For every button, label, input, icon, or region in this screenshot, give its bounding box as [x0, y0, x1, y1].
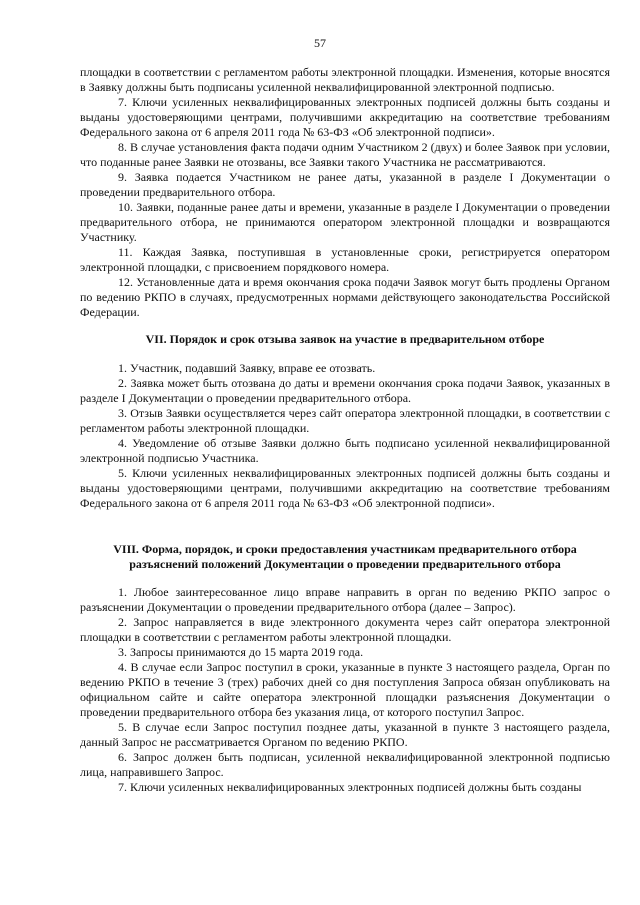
paragraph: 7. Ключи усиленных неквалифицированных электронных подписей должны быть созданы [118, 780, 582, 794]
section-heading-vii: VII. Порядок и срок отзыва заявок на участие в предварительном отборе [145, 332, 545, 346]
paragraph: 9. Заявка подается Участником не ранее даты, указанной в разделе I Документации о проведении предварительного отбора. [80, 170, 610, 199]
paragraph: 2. Заявка может быть отозвана до даты и времени окончания срока подачи Заявок, указанных в разделе I Документации о проведении предварительного отбора. [80, 376, 610, 405]
paragraph: 4. В случае если Запрос поступил в сроки, указанные в пункте 3 настоящего раздела, Орган по ведению РКПО в течение 3 (трех) рабочих дней со дня поступления Запроса обязан опубликовать на официальном сайте и сайте оператора электронной площадки разъяснения Документации о проведении предварительного отбора без указания лица, от которого поступил Запрос. [80, 660, 610, 719]
paragraph: 11. Каждая Заявка, поступившая в установленные сроки, регистрируется оператором электронной площадки, с присвоением порядкового номера. [80, 245, 610, 274]
paragraph-continuation: площадки в соответствии с регламентом работы электронной площадки. Изменения, которые вносятся в Заявку должны быть подписаны усиленной неквалифицированной электронной подписью. [80, 65, 610, 94]
paragraph: 5. Ключи усиленных неквалифицированных электронных подписей должны быть созданы и выданы удостоверяющими центрами, получившими аккредитацию на соответствие требованиям Федерального закона от 6 апреля 2011 года № 63-ФЗ «Об электронной подписи». [80, 466, 610, 510]
paragraph: 10. Заявки, поданные ранее даты и времени, указанные в разделе I Документации о проведении предварительного отбора, не принимаются оператором электронной площадки и возвращаются Участнику. [80, 200, 610, 244]
paragraph: 12. Установленные дата и время окончания срока подачи Заявок могут быть продлены Органом по ведению РКПО в случаях, предусмотренных нормами действующего законодательства Российской Федерации. [80, 275, 610, 319]
page-number: 57 [314, 36, 326, 50]
paragraph: 3. Запросы принимаются до 15 марта 2019 года. [118, 645, 364, 659]
paragraph: 1. Любое заинтересованное лицо вправе направить в орган по ведению РКПО запрос о разъяснении Документации о проведении предварительного отбора (далее – Запрос). [80, 585, 610, 614]
paragraph: 8. В случае установления факта подачи одним Участником 2 (двух) и более Заявок при условии, что поданные ранее Заявки не отозваны, все Заявки такого Участника не рассматриваются. [80, 140, 610, 169]
paragraph: 2. Запрос направляется в виде электронного документа через сайт оператора электронной площадки в соответствии с регламентом работы электронной площадки. [80, 615, 610, 644]
paragraph: 5. В случае если Запрос поступил позднее даты, указанной в пункте 3 настоящего раздела, данный Запрос не рассматривается Органом по ведению РКПО. [80, 720, 610, 749]
page-content [80, 65, 610, 795]
section-heading-viii: VIII. Форма, порядок, и сроки предоставления участникам предварительного отбора разъяснений положений Документации о проведении предварительного отбора [113, 542, 577, 571]
paragraph: 3. Отзыв Заявки осуществляется через сайт оператора электронной площадки, в соответствии с регламентом работы электронной площадки. [80, 406, 610, 435]
paragraph: 6. Запрос должен быть подписан, усиленной неквалифицированной электронной подписью лица, направившего Запрос. [80, 750, 610, 779]
paragraph: 1. Участник, подавший Заявку, вправе ее отозвать. [118, 361, 376, 375]
paragraph: 7. Ключи усиленных неквалифицированных электронных подписей должны быть созданы и выданы удостоверяющими центрами, получившими аккредитацию на соответствие требованиям Федерального закона от 6 апреля 2011 года № 63-ФЗ «Об электронной подписи». [80, 95, 610, 139]
paragraph: 4. Уведомление об отзыве Заявки должно быть подписано усиленной неквалифицированной электронной подписью Участника. [80, 436, 610, 465]
